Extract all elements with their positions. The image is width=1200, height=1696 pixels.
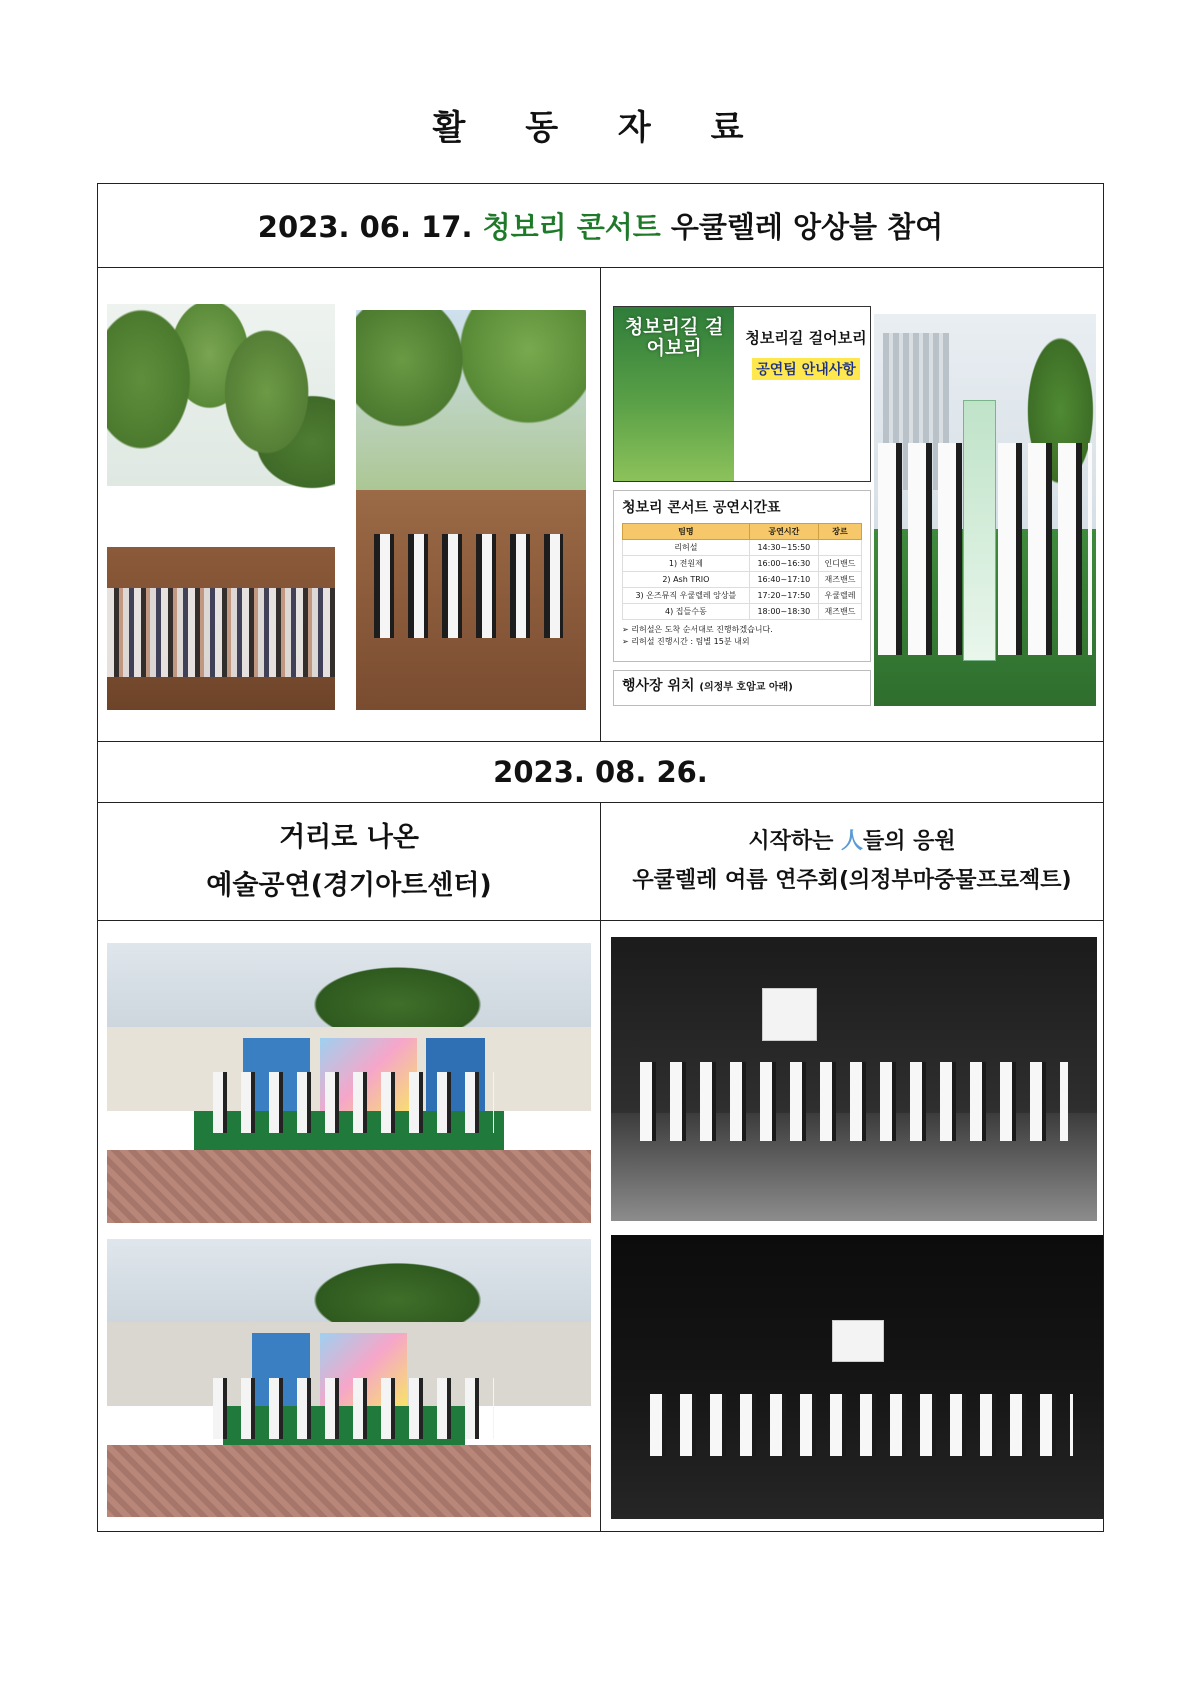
- left-title-line1: 거리로 나온: [279, 822, 419, 854]
- photo-deck-stage: [356, 310, 586, 710]
- schedule-header: 장르: [818, 523, 861, 539]
- section1-left-photos: [98, 267, 601, 741]
- document-title: 활 동 자 료: [432, 108, 768, 148]
- poster-notice: [613, 306, 871, 482]
- schedule-cell: 리허설: [623, 539, 750, 555]
- photo-indoor-concert-2: [611, 1235, 1103, 1519]
- schedule-cell: 재즈밴드: [818, 603, 861, 619]
- venue-card: [613, 670, 871, 706]
- schedule-cell: 2) Ash TRIO: [623, 571, 750, 587]
- schedule-header: 공연시간: [749, 523, 818, 539]
- poster-side-title: 청보리길 걸어보리: [745, 328, 867, 347]
- section2-left-photos: [98, 920, 601, 1531]
- schedule-table: [622, 523, 862, 620]
- schedule-cell: 재즈밴드: [818, 571, 861, 587]
- section1-date: 2023. 06. 17.: [257, 209, 473, 244]
- section1-right-photos: [601, 267, 1104, 741]
- left-title-line2: 예술공연(경기아트센터): [206, 869, 492, 901]
- activity-table: [97, 183, 1104, 1532]
- poster-image-title: 청보리길 걸어보리: [624, 315, 724, 359]
- section2-left-title: [98, 803, 601, 921]
- schedule-header: 팀명: [623, 523, 750, 539]
- schedule-row: [623, 571, 862, 587]
- poster-image: [614, 307, 734, 481]
- section1-event-suffix: 우쿨렐레 앙상블 참여: [670, 209, 944, 244]
- schedule-cell: 우쿨렐레: [818, 587, 861, 603]
- photo-boardwalk-audience: [107, 304, 335, 710]
- schedule-cell: 4) 집들수동: [623, 603, 750, 619]
- poster-notice-label: 공연팀 안내사항: [752, 358, 860, 380]
- schedule-cell: 16:00~16:30: [749, 555, 818, 571]
- venue-label: 행사장 위치: [622, 677, 695, 694]
- photo-street-concert-1: [107, 943, 591, 1223]
- schedule-row: [623, 603, 862, 619]
- section2-header: [98, 741, 1104, 802]
- schedule-cell: 17:20~17:50: [749, 587, 818, 603]
- schedule-note: ➢ 리허설은 도착 순서대로 진행하겠습니다.: [622, 624, 773, 634]
- section2-right-photos: [601, 920, 1104, 1531]
- schedule-card: [613, 490, 871, 662]
- schedule-row: [623, 587, 862, 603]
- schedule-title: 청보리 콘서트 공연시간표: [622, 499, 781, 516]
- poster-collage: [613, 306, 871, 706]
- photo-indoor-concert-1: [611, 937, 1097, 1221]
- right-title-char: 人: [840, 829, 863, 854]
- right-title-text: 들의 응원: [863, 829, 956, 854]
- section1-event-highlight: 청보리 콘서트: [482, 209, 661, 244]
- section2-date: 2023. 08. 26.: [493, 754, 708, 789]
- schedule-cell: 14:30~15:50: [749, 539, 818, 555]
- schedule-row: [623, 555, 862, 571]
- right-title-line2: 우쿨렐레 여름 연주회(의정부마중물프로젝트): [632, 867, 1072, 893]
- schedule-cell: 3) 온즈뮤직 우쿨렐레 앙상블: [623, 587, 750, 603]
- schedule-row: [623, 539, 862, 555]
- right-title-text: 시작하는: [748, 829, 841, 854]
- schedule-cell: 인디밴드: [818, 555, 861, 571]
- section1-header: [98, 184, 1104, 268]
- schedule-cell: [818, 539, 861, 555]
- schedule-cell: 16:40~17:10: [749, 571, 818, 587]
- schedule-note: ➢ 리허설 진행시간 : 팀별 15분 내외: [622, 636, 750, 646]
- schedule-cell: 1) 전원제: [623, 555, 750, 571]
- venue-detail: (의정부 호암교 아래): [699, 681, 793, 693]
- section2-right-title: [601, 803, 1104, 921]
- photo-street-concert-2: [107, 1239, 591, 1517]
- schedule-cell: 18:00~18:30: [749, 603, 818, 619]
- right-title-line1: [601, 823, 1103, 862]
- photo-group-with-banner: [874, 314, 1096, 706]
